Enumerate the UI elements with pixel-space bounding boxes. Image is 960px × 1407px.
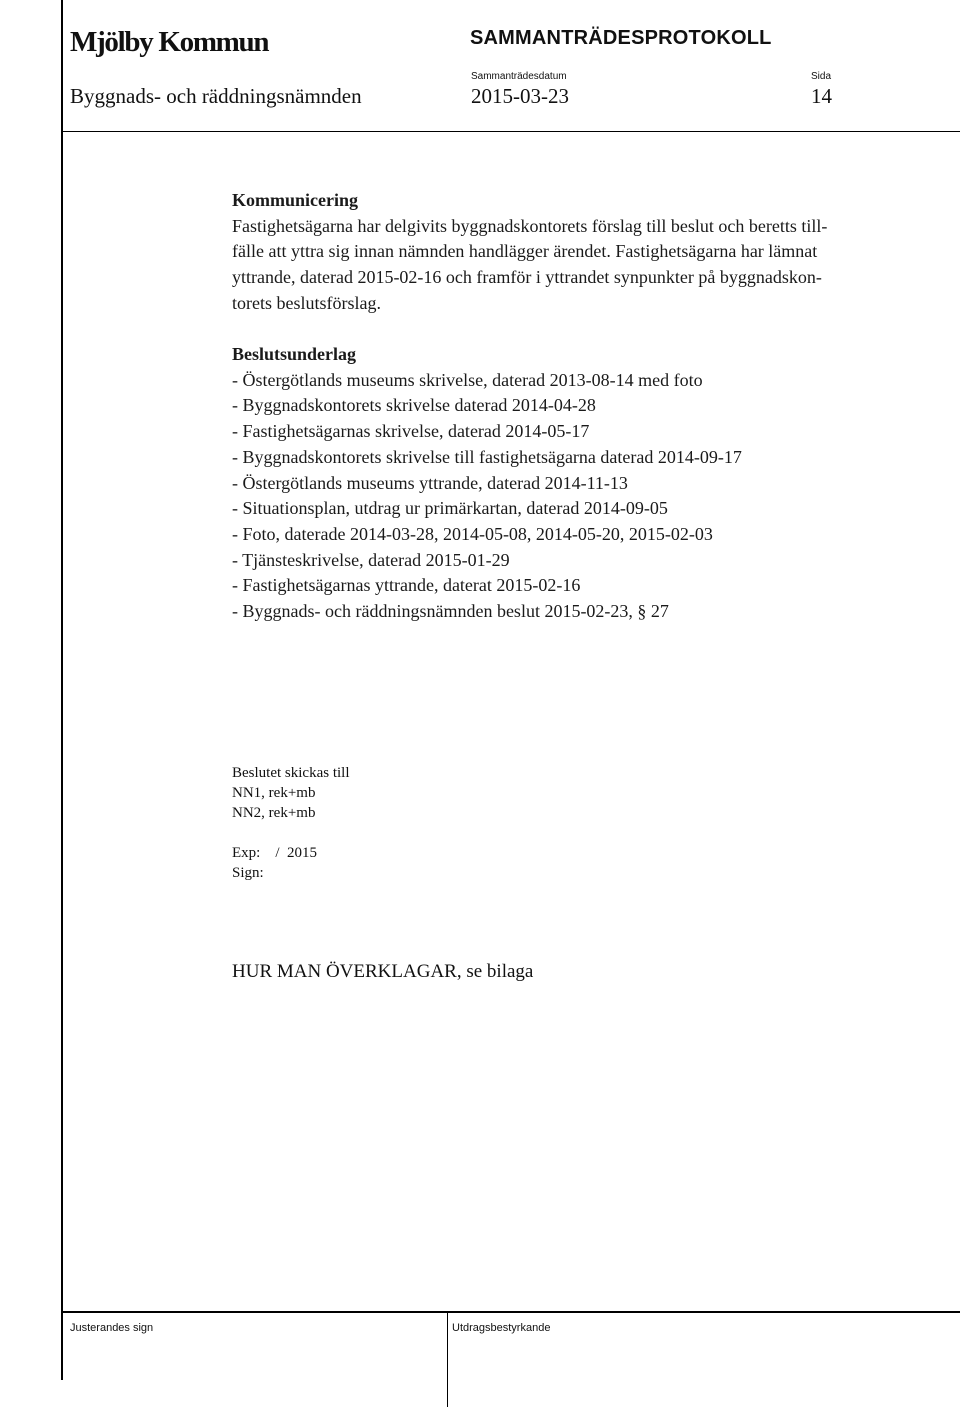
meeting-date-label: Sammanträdesdatum: [471, 71, 567, 82]
meeting-date-value: 2015-03-23: [471, 84, 569, 108]
expedition-sign: Sign:: [232, 865, 264, 881]
page-number-label: Sida: [811, 71, 832, 82]
kommunicering-heading: Kommunicering: [232, 190, 358, 210]
kommunicering-line: yttrande, daterad 2015-02-16 och framför i yttrandet synpunkter på byggnadskon-: [232, 267, 822, 288]
beslutsunderlag-item: - Byggnadskontorets skrivelse till fastighetsägarna daterad 2014-09-17: [232, 446, 742, 467]
kommunicering-section: [232, 188, 872, 317]
distribution-recipient: NN2, rek+mb: [232, 805, 316, 821]
beslutsunderlag-item: - Foto, daterade 2014-03-28, 2014-05-08, 2014-05-20, 2015-02-03: [232, 523, 713, 544]
beslutsunderlag-item: - Byggnadskontorets skrivelse daterad 2014-04-28: [232, 395, 596, 416]
document-type-title: SAMMANTRÄDESPROTOKOLL: [470, 27, 772, 49]
appeal-instructions: HUR MAN ÖVERKLAGAR, se bilaga: [232, 961, 534, 982]
header-divider: [63, 131, 960, 132]
municipality-logo-text: Mjölby Kommun: [70, 26, 269, 58]
kommunicering-line: fälle att yttra sig innan nämnden handlägger ärendet. Fastighetsägarna har lämnat: [232, 241, 818, 262]
expedition-date: Exp: / 2015: [232, 845, 317, 861]
beslutsunderlag-item: - Situationsplan, utdrag ur primärkartan, daterad 2014-09-05: [232, 498, 668, 519]
beslutsunderlag-item: - Tjänsteskrivelse, daterad 2015-01-29: [232, 549, 510, 570]
left-margin-rule: [61, 0, 63, 1380]
beslutsunderlag-item: - Fastighetsägarnas skrivelse, daterad 2014-05-17: [232, 421, 590, 442]
beslutsunderlag-heading: Beslutsunderlag: [232, 344, 357, 364]
beslutsunderlag-section: [232, 342, 742, 625]
kommunicering-line: torets beslutsförslag.: [232, 292, 381, 313]
expedition-block: [232, 843, 317, 883]
page-number-value: 14: [811, 84, 832, 108]
beslutsunderlag-item: - Byggnads- och räddningsnämnden beslut 2015-02-23, § 27: [232, 601, 669, 622]
distribution-block: [232, 763, 350, 823]
beslutsunderlag-item: - Östergötlands museums skrivelse, daterad 2013-08-14 med foto: [232, 369, 703, 390]
adjuster-signature-label: Justerandes sign: [70, 1322, 154, 1334]
extract-certification-label: Utdragsbestyrkande: [452, 1322, 551, 1334]
distribution-recipient: NN1, rek+mb: [232, 785, 316, 801]
distribution-heading: Beslutet skickas till: [232, 765, 350, 781]
beslutsunderlag-item: - Fastighetsägarnas yttrande, daterat 2015-02-16: [232, 575, 581, 596]
beslutsunderlag-item: - Östergötlands museums yttrande, daterad 2014-11-13: [232, 472, 628, 493]
footer-divider: [61, 1311, 960, 1313]
footer-column-divider: [447, 1312, 448, 1407]
committee-name: Byggnads- och räddningsnämnden: [70, 84, 362, 108]
kommunicering-line: Fastighetsägarna har delgivits byggnadskontorets förslag till beslut och beretts till-: [232, 215, 828, 236]
